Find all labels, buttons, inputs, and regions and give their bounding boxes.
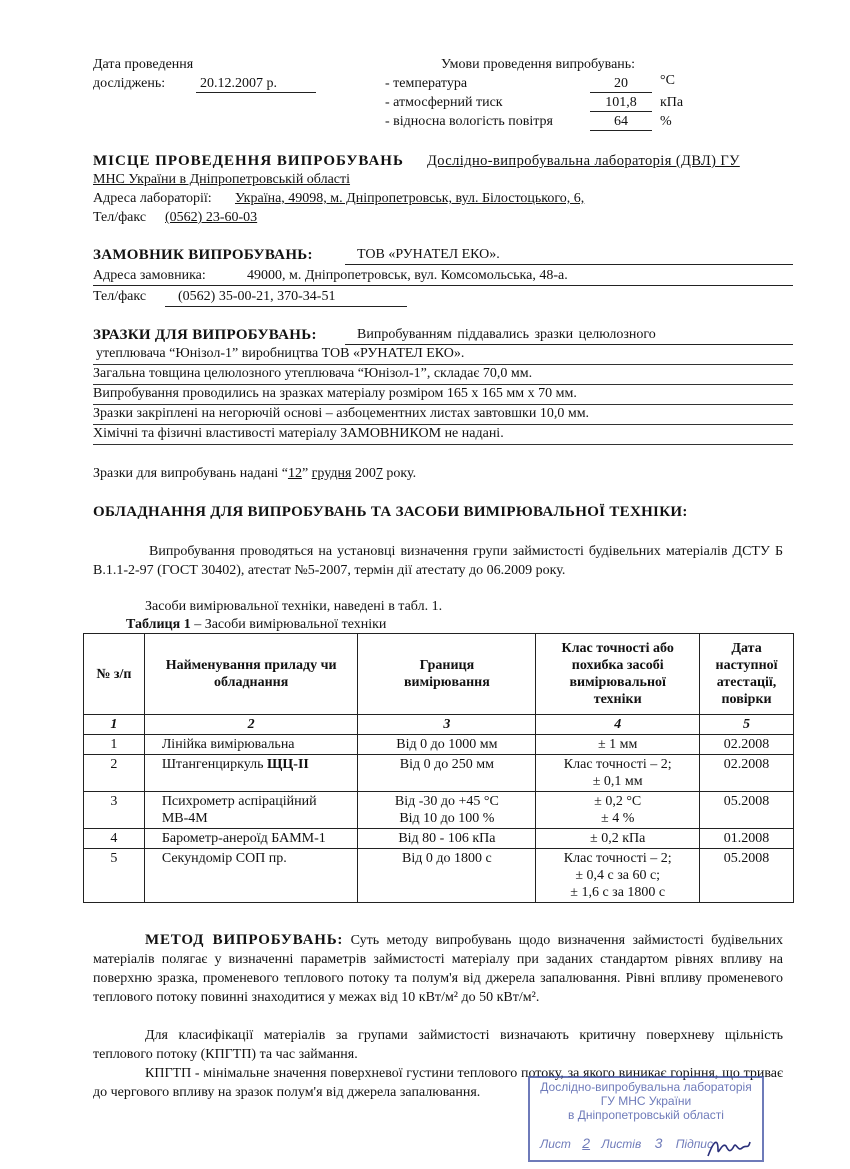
samples-line-2: утеплювача “Юнізол-1” виробництва ТОВ «РУНАТЕЛ ЕКО». <box>96 346 465 361</box>
equipment-paragraph: Випробування проводяться на установці визначення групи займистості будівельних матеріалів ДСТУ Б В.1.1-2-97 (ГОСТ 30402), атестат №5-2007, термін дії атестату до 06.2009 року. <box>93 544 783 578</box>
next-verification-date: 05.2008 <box>700 849 794 903</box>
next-verification-date: 02.2008 <box>700 755 794 792</box>
method-heading: МЕТОД ВИПРОБУВАНЬ: <box>145 932 344 948</box>
col-index: 1 <box>84 715 145 735</box>
col-header-date: Дата наступної атестації, повірки <box>700 634 794 715</box>
row-number: 2 <box>84 755 145 792</box>
temperature-unit: °С <box>660 73 675 88</box>
measurement-range: Від 0 до 250 мм <box>358 755 536 792</box>
conditions-title: Умови проведення випробувань: <box>441 57 636 72</box>
row-number: 1 <box>84 735 145 755</box>
measurement-range: Від 0 до 1800 с <box>358 849 536 903</box>
col-header-name: Найменування приладу чи обладнання <box>144 634 358 715</box>
customer-phone-value: (0562) 35-00-21, 370-34-51 <box>178 289 336 304</box>
samples-line-1: Випробуванням піддавались зразки целюлозного <box>357 327 656 342</box>
date-value: 20.12.2007 р. <box>200 76 277 91</box>
lab-address-label: Адреса лабораторії: <box>93 191 212 206</box>
row-number: 3 <box>84 792 145 829</box>
table-row <box>84 755 794 792</box>
humidity-label: - відносна вологість повітря <box>385 114 553 129</box>
lab-phone-label: Тел/факс <box>93 210 147 225</box>
table-caption: Таблиця 1 – Засоби вимірювальної техніки <box>126 617 387 632</box>
table-row <box>84 849 794 903</box>
samples-heading: ЗРАЗКИ ДЛЯ ВИПРОБУВАНЬ: <box>93 327 317 343</box>
temperature-value: 20 <box>614 76 628 91</box>
equipment-heading: ОБЛАДНАННЯ ДЛЯ ВИПРОБУВАНЬ ТА ЗАСОБИ ВИМІРЮВАЛЬНОЇ ТЕХНІКИ: <box>93 504 688 520</box>
equipment-table <box>83 633 794 903</box>
humidity-unit: % <box>660 114 672 129</box>
signature <box>704 1136 754 1160</box>
pressure-label: - атмосферний тиск <box>385 95 503 110</box>
accuracy-class: Клас точності – 2; ± 0,4 с за 60 с; ± 1,6 с за 1800 с <box>536 849 700 903</box>
instrument-name: Психрометр аспіраційний МВ-4М <box>144 792 358 829</box>
next-verification-date: 05.2008 <box>700 792 794 829</box>
place-lab-line-1: Дослідно-випробувальна лабораторія (ДВЛ) ГУ <box>427 153 740 169</box>
table-row <box>84 792 794 829</box>
pressure-value: 101,8 <box>605 95 637 110</box>
col-header-range: Границя вимірювання <box>358 634 536 715</box>
samples-line-6: Хімічні та фізичні властивості матеріалу ЗАМОВНИКОМ не надані. <box>93 426 504 441</box>
customer-name: ТОВ «РУНАТЕЛ ЕКО». <box>357 247 500 262</box>
next-verification-date: 02.2008 <box>700 735 794 755</box>
samples-provided: Зразки для випробувань надані “12” грудня 2007 року. <box>93 466 417 481</box>
next-verification-date: 01.2008 <box>700 829 794 849</box>
customer-phone-label: Тел/факс <box>93 289 147 304</box>
place-heading: МІСЦЕ ПРОВЕДЕННЯ ВИПРОБУВАНЬ <box>93 153 404 169</box>
row-number: 5 <box>84 849 145 903</box>
samples-line-5: Зразки закріплені на негорючій основі – азбоцементних листах завтовшки 10,0 мм. <box>93 406 590 421</box>
col-index: 2 <box>144 715 358 735</box>
customer-heading: ЗАМОВНИК ВИПРОБУВАНЬ: <box>93 247 313 263</box>
accuracy-class: ± 0,2 кПа <box>536 829 700 849</box>
table-row <box>84 829 794 849</box>
place-lab-line-2: МНС України в Дніпропетровській області <box>93 172 351 187</box>
pressure-unit: кПа <box>660 95 684 110</box>
customer-address-value: 49000, м. Дніпропетровськ, вул. Комсомольська, 48-а. <box>247 268 568 283</box>
table-row <box>84 735 794 755</box>
accuracy-class: ± 1 мм <box>536 735 700 755</box>
method-paragraph-1: МЕТОД ВИПРОБУВАНЬ: Суть методу випробувань щодо визначення займистості будівельних матеріалів полягає у визначенні параметрів займистості матеріалу при заданих стандартом рівнях впливу на поверхню зразка, променевого теплового потоку та полум'я від джерела запалювання. Рівні впливу променевого теплового потоку повинні знаходитися у межах від 10 кВт/м² до 50 кВт/м². <box>93 932 783 1005</box>
laboratory-stamp: Дослідно-випробувальна лабораторія ГУ МНС України в Дніпропетровській області Лист 2 Листів 3 Підпис <box>528 1076 764 1162</box>
measurement-range: Від 0 до 1000 мм <box>358 735 536 755</box>
accuracy-class: Клас точності – 2; ± 0,1 мм <box>536 755 700 792</box>
instrument-name: Барометр-анероїд БАММ-1 <box>144 829 358 849</box>
samples-line-4: Випробування проводились на зразках матеріалу розміром 165 х 165 мм х 70 мм. <box>93 386 577 401</box>
col-index: 4 <box>536 715 700 735</box>
col-index: 5 <box>700 715 794 735</box>
row-number: 4 <box>84 829 145 849</box>
customer-address-label: Адреса замовника: <box>93 268 206 283</box>
instrument-name: Секундомір СОП пр. <box>144 849 358 903</box>
accuracy-class: ± 0,2 °С ± 4 % <box>536 792 700 829</box>
date-label-2: досліджень: <box>93 76 166 91</box>
method-paragraph-2: Для класифікації матеріалів за групами займистості визначають критичну поверхневу щільність теплового потоку (КПГТП) та час займання. <box>93 1028 783 1062</box>
lab-address-value: Україна, 49098, м. Дніпропетровськ, вул. Білостоцького, 6, <box>235 191 585 206</box>
measurement-range: Від -30 до +45 °С Від 10 до 100 % <box>358 792 536 829</box>
col-header-number: № з/п <box>84 634 145 715</box>
samples-line-3: Загальна товщина целюлозного утеплювача “Юнізол-1”, складає 70,0 мм. <box>93 366 533 381</box>
temperature-label: - температура <box>385 76 468 91</box>
tools-note: Засоби вимірювальної техніки, наведені в табл. 1. <box>145 599 443 614</box>
humidity-value: 64 <box>614 114 628 129</box>
col-index: 3 <box>358 715 536 735</box>
measurement-range: Від 80 - 106 кПа <box>358 829 536 849</box>
instrument-name: Лінійка вимірювальна <box>144 735 358 755</box>
col-header-accuracy: Клас точності або похибка засобі вимірювальної техніки <box>536 634 700 715</box>
date-label-1: Дата проведення <box>93 57 194 72</box>
instrument-name: Штангенциркуль ЩЦ-ІІ <box>144 755 358 792</box>
lab-phone-value: (0562) 23-60-03 <box>165 210 258 225</box>
method-paragraph-3: КПГТП - мінімальне значення поверхневої густини теплового потоку, за якого виникає горіння, що триває до чергового впливу на зразок полум'я від джерела запалювання. <box>93 1066 783 1100</box>
